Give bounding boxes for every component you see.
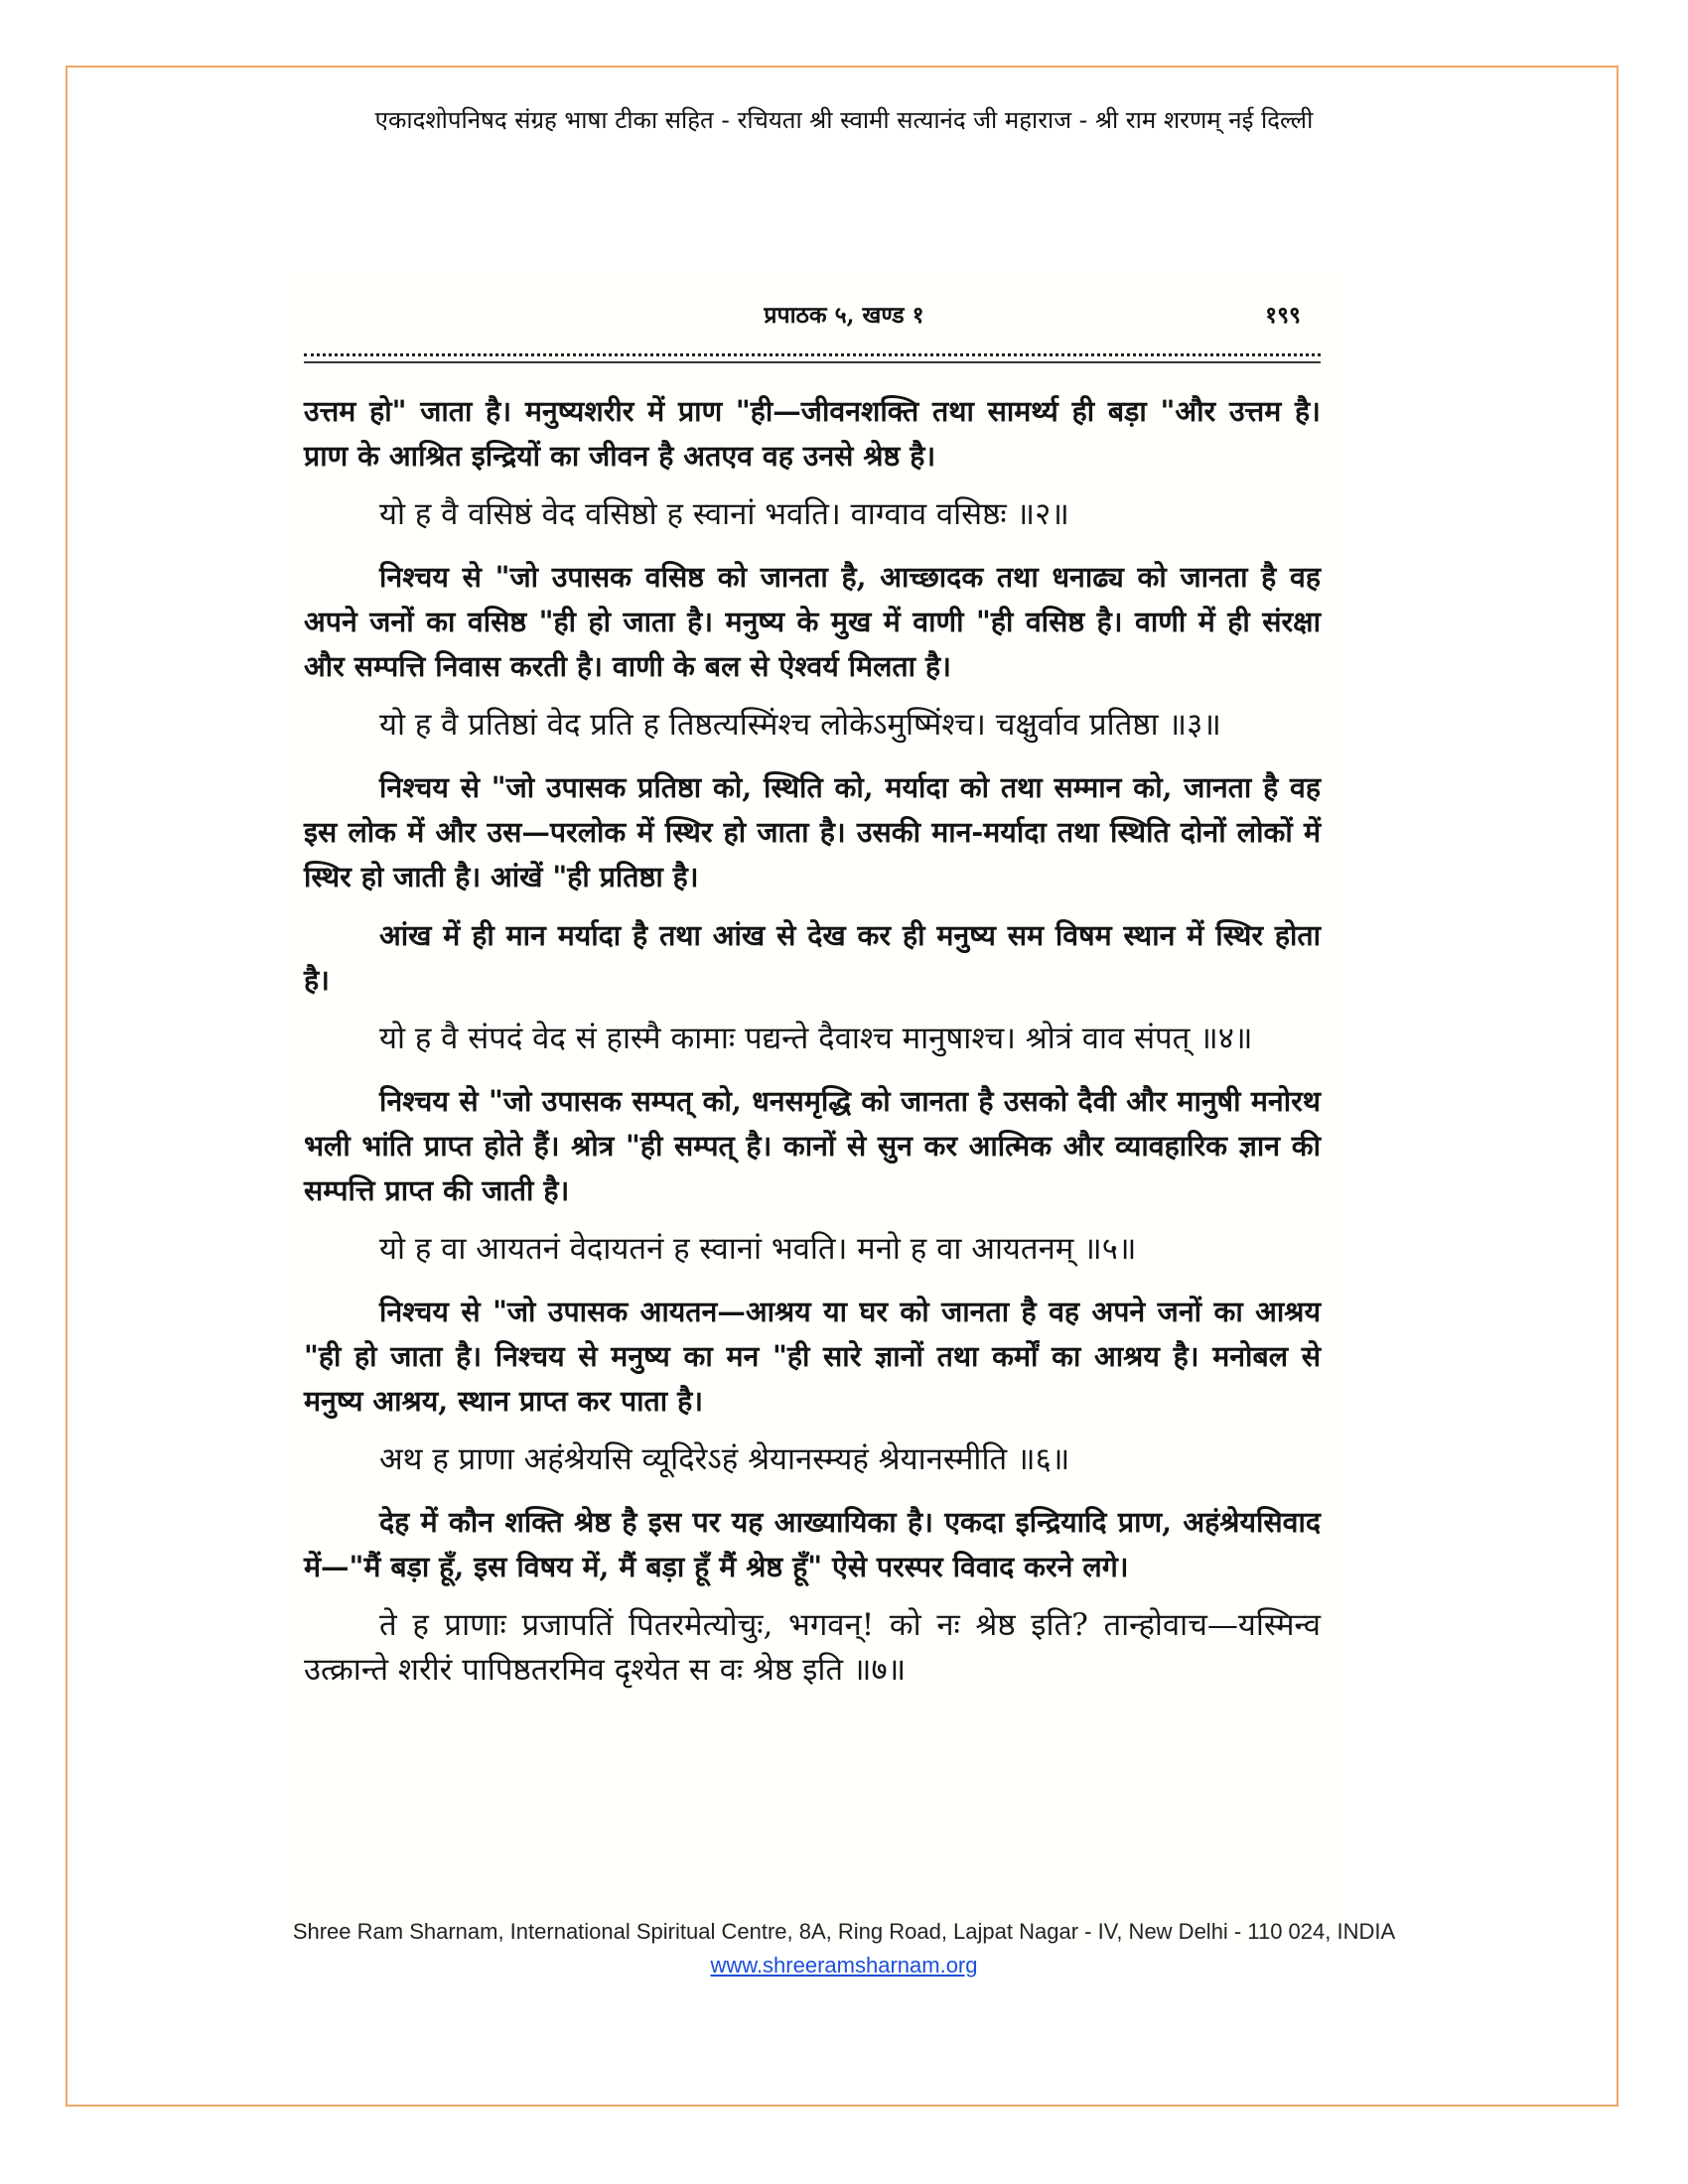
page-header-title: एकादशोपनिषद संग्रह भाषा टीका सहित - रचियता श्री स्वामी सत्यानंद जी महाराज - श्री राम शरणम् नई दिल्ली [374,106,1314,134]
commentary-paragraph: निश्चय से "जो उपासक सम्पत् को, धनसमृद्धि को जानता है उसको दैवी और मानुषी मनोरथ भली भांति प्राप्त होते हैं। श्रोत्र "ही सम्पत् है। कानों से सुन कर आत्मिक और व्यावहारिक ज्ञान की सम्पत्ति प्राप्त की जाती है। [304,1084,1321,1207]
commentary-paragraph: निश्चय से "जो उपासक आयतन—आश्रय या घर को जानता है वह अपने जनों का आश्रय "ही हो जाता है। निश्चय से मनुष्य का मन "ही सारे ज्ञानों तथा कर्मों का आश्रय है। मनोबल से मनुष्य आश्रय, स्थान प्राप्त कर पाता है। [304,1295,1321,1418]
verse: यो ह वै संपदं वेद सं हास्मै कामाः पद्यन्ते दैवाश्च मानुषाश्च। श्रोत्रं वाव संपत् ॥४॥ [379,1021,1253,1056]
header-rule-solid [304,361,1321,363]
commentary-paragraph: उत्तम हो" जाता है। मनुष्यशरीर में प्राण "ही—जीवनशक्ति तथा सामर्थ्य ही बड़ा "और उत्तम है। प्राण के आश्रित इन्द्रियों का जीवन है अतएव वह उनसे श्रेष्ठ है। [304,394,1321,473]
verse: यो ह वा आयतनं वेदायतनं ह स्वानां भवति। मनो ह वा आयतनम् ॥५॥ [379,1231,1137,1267]
verse: यो ह वै प्रतिष्ठां वेद प्रति ह तिष्ठत्यस्मिंश्च लोकेऽमुष्मिंश्च। चक्षुर्वाव प्रतिष्ठा ॥३॥ [379,707,1221,743]
commentary-paragraph: देह में कौन शक्ति श्रेष्ठ है इस पर यह आख्यायिका है। एकदा इन्द्रियादि प्राण, अहंश्रेयसिवाद में—"मैं बड़ा हूँ, इस विषय में, मैं बड़ा हूँ मैं श्रेष्ठ हूँ" ऐसे परस्पर विवाद करने लगे। [304,1505,1321,1583]
commentary-paragraph: निश्चय से "जो उपासक वसिष्ठ को जानता है, आच्छादक तथा धनाढ्य को जानता है वह अपने जनों का वसिष्ठ "ही हो जाता है। मनुष्य के मुख में वाणी "ही वसिष्ठ है। वाणी में ही संरक्षा और सम्पत्ति निवास करती है। वाणी के बल से ऐश्वर्य मिलता है। [304,560,1321,683]
website-link[interactable]: www.shreeramsharnam.org [710,1953,978,1978]
verse: अथ ह प्राणा अहंश्रेयसि व्यूदिरेऽहं श्रेयानस्म्यहं श्रेयानस्मीति ॥६॥ [379,1441,1070,1477]
section-title: प्रपाठक ५, खण्ड १ [764,302,924,329]
verse: यो ह वै वसिष्ठं वेद वसिष्ठो ह स्वानां भवति। वाग्वाव वसिष्ठः ॥२॥ [379,496,1069,532]
commentary-paragraph: आंख में ही मान मर्यादा है तथा आंख से देख कर ही मनुष्य सम विषम स्थान में स्थिर होता है। [304,918,1321,997]
page-body [304,389,1321,1710]
footer-address: Shree Ram Sharnam, International Spiritual Centre, 8A, Ring Road, Lajpat Nagar - IV, New Delhi - 110 024, INDIA [292,1919,1396,1944]
commentary-paragraph: निश्चय से "जो उपासक प्रतिष्ठा को, स्थिति को, मर्यादा को तथा सम्मान को, जानता है वह इस लोक में और उस—परलोक में स्थिर हो जाता है। उसकी मान-मर्यादा तथा स्थिति दोनों लोकों में स्थिर हो जाती है। आंखें "ही प्रतिष्ठा है। [304,770,1321,893]
page-number: १९९ [1265,302,1301,329]
running-head [377,298,1311,338]
verse: ते ह प्राणाः प्रजापतिं पितरमेत्योचुः, भगवन्! को नः श्रेष्ठ इति? तान्होवाच—यस्मिन्व उत्क्रान्ते शरीरं पापिष्ठतरमिव दृश्येत स वः श्रेष्ठ इति ॥७॥ [304,1607,1321,1688]
header-rule-dotted [304,353,1321,356]
